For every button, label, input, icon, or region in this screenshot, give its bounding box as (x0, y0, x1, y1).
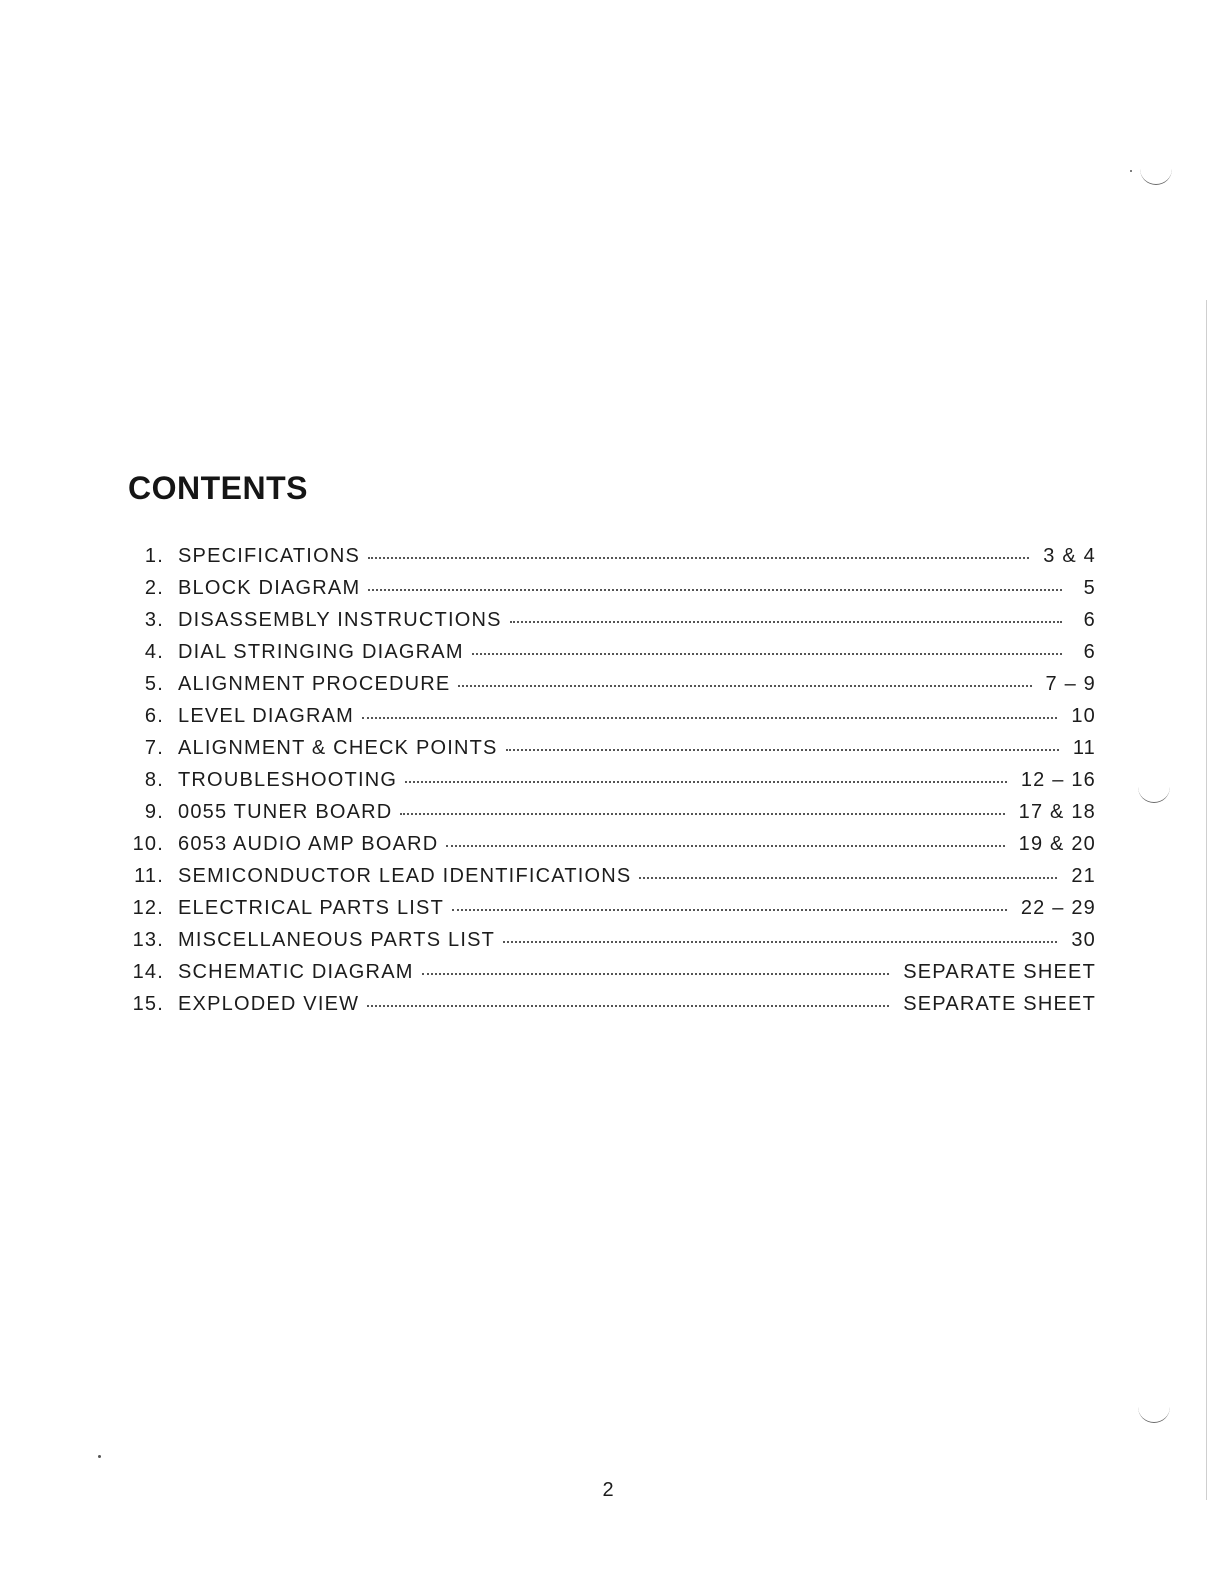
toc-label: EXPLODED VIEW (178, 993, 360, 1015)
toc-label: ELECTRICAL PARTS LIST (178, 897, 445, 919)
toc-page: 17 & 18 (1018, 801, 1096, 823)
toc-row (116, 737, 1096, 769)
toc-number: 7. (144, 737, 164, 759)
dot-leader (510, 621, 1062, 623)
binder-hole-mark-bottom (1138, 1402, 1170, 1423)
toc-label: BLOCK DIAGRAM (178, 577, 361, 599)
toc-page: 11 (1072, 737, 1096, 759)
dot-leader (422, 973, 890, 975)
toc-number: 3. (144, 609, 164, 631)
toc-label: DIAL STRINGING DIAGRAM (178, 641, 464, 663)
toc-number: 8. (144, 769, 164, 791)
toc-page: 19 & 20 (1018, 833, 1096, 855)
page-edge (1206, 300, 1207, 1500)
toc-number: 12. (132, 897, 164, 919)
toc-row (116, 929, 1096, 961)
toc-page: SEPARATE SHEET (903, 993, 1096, 1015)
toc-number: 13. (132, 929, 164, 951)
toc-label: DISASSEMBLY INSTRUCTIONS (178, 609, 502, 631)
dot-leader (405, 781, 1007, 783)
toc-page: 22 – 29 (1020, 897, 1096, 919)
toc-label: LEVEL DIAGRAM (178, 705, 355, 727)
toc-page: 7 – 9 (1045, 673, 1096, 695)
toc-page: 12 – 16 (1020, 769, 1096, 791)
toc-page: 21 (1071, 865, 1096, 887)
toc-number: 15. (132, 993, 164, 1015)
binder-hole-mark-top (1140, 164, 1172, 185)
toc-label: 6053 AUDIO AMP BOARD (178, 833, 439, 855)
dot-leader (639, 877, 1057, 879)
toc-number: 5. (144, 673, 164, 695)
dot-leader (368, 557, 1029, 559)
binder-hole-mark-middle (1138, 782, 1170, 803)
toc-row (116, 705, 1096, 737)
toc-row (116, 577, 1096, 609)
toc-label: TROUBLESHOOTING (178, 769, 398, 791)
dot-leader (503, 941, 1057, 943)
toc-number: 14. (132, 961, 164, 983)
toc-row (116, 865, 1096, 897)
toc-page: 10 (1071, 705, 1096, 727)
toc-label: MISCELLANEOUS PARTS LIST (178, 929, 496, 951)
dot-leader (400, 813, 1004, 815)
toc-row (116, 961, 1096, 993)
toc-label: SPECIFICATIONS (178, 545, 361, 567)
toc-number: 9. (144, 801, 164, 823)
dot-leader (368, 589, 1062, 591)
toc-number: 11. (134, 865, 164, 887)
toc-page: 3 & 4 (1043, 545, 1096, 567)
toc-label: SEMICONDUCTOR LEAD IDENTIFICATIONS (178, 865, 632, 887)
toc-label: SCHEMATIC DIAGRAM (178, 961, 414, 983)
toc-page: 30 (1071, 929, 1096, 951)
toc-page: 5 (1083, 577, 1096, 599)
toc-number: 6. (144, 705, 164, 727)
dot-leader (472, 653, 1062, 655)
dot-leader (452, 909, 1007, 911)
page-title: CONTENTS (128, 470, 308, 506)
toc-number: 2. (144, 577, 164, 599)
toc-page: SEPARATE SHEET (903, 961, 1096, 983)
toc-label: ALIGNMENT PROCEDURE (178, 673, 451, 695)
toc-label: 0055 TUNER BOARD (178, 801, 393, 823)
dot-leader (506, 749, 1059, 751)
toc-label: ALIGNMENT & CHECK POINTS (178, 737, 498, 759)
toc-page: 6 (1083, 609, 1096, 631)
toc-row (116, 897, 1096, 929)
page-number: 2 (602, 1479, 614, 1501)
dot-leader (446, 845, 1004, 847)
toc-row (116, 769, 1096, 801)
toc-row (116, 673, 1096, 705)
toc-row (116, 609, 1096, 641)
scan-speck (1130, 170, 1132, 172)
toc-row (116, 993, 1096, 1025)
toc-page: 6 (1083, 641, 1096, 663)
toc-number: 4. (144, 641, 164, 663)
dot-leader (367, 1005, 889, 1007)
toc-row (116, 545, 1096, 577)
dot-leader (458, 685, 1031, 687)
toc-row (116, 801, 1096, 833)
toc-row (116, 641, 1096, 673)
table-of-contents (116, 545, 1096, 1025)
toc-row (116, 833, 1096, 865)
toc-number: 10. (132, 833, 164, 855)
dot-leader (362, 717, 1057, 719)
scan-speck (98, 1455, 101, 1458)
toc-number: 1. (144, 545, 164, 567)
